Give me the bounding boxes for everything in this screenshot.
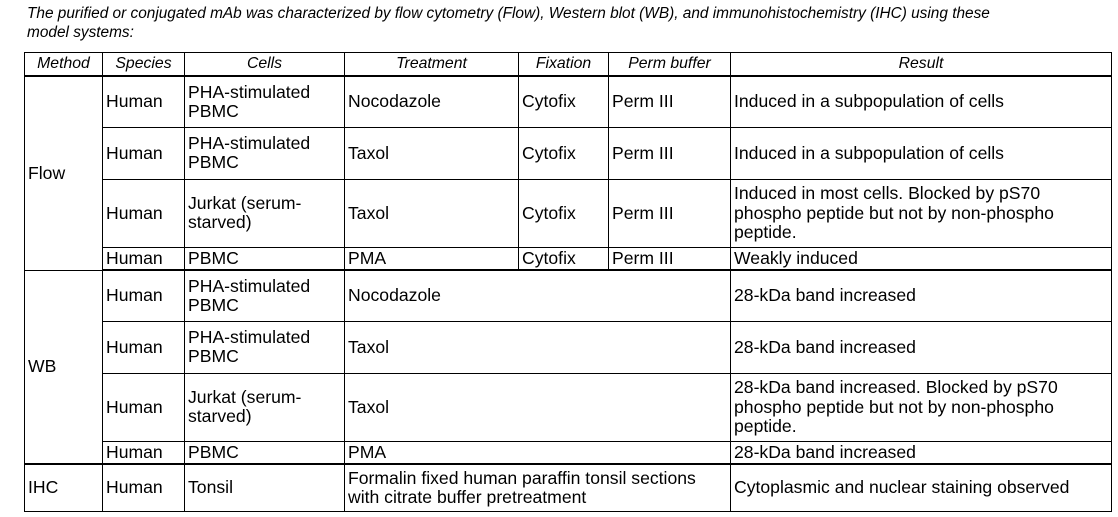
table-row	[25, 442, 1112, 465]
treatment-cell: PMA	[345, 442, 731, 465]
cells-cell: Jurkat (serum-starved)	[185, 373, 345, 442]
species-cell: Human	[103, 442, 185, 465]
treatment-cell: Taxol	[345, 128, 519, 179]
cells-cell: PHA-stimulated PBMC	[185, 128, 345, 179]
perm-cell: Perm III	[609, 128, 731, 179]
result-cell: Induced in most cells. Blocked by pS70 phospho peptide but not by non-phospho peptide.	[731, 179, 1112, 248]
fixation-cell: Cytofix	[519, 128, 609, 179]
characterization-table	[24, 52, 1112, 512]
cells-cell: Tonsil	[185, 464, 345, 511]
species-cell: Human	[103, 128, 185, 179]
cells-cell: PHA-stimulated PBMC	[185, 270, 345, 321]
table-caption: The purified or conjugated mAb was characterized by flow cytometry (Flow), Western blot (WB), and immunohistochemistry (IHC) using these model systems:	[27, 5, 990, 41]
cells-cell: PBMC	[185, 442, 345, 465]
species-cell: Human	[103, 373, 185, 442]
header-method: Method	[25, 53, 103, 77]
result-cell: 28-kDa band increased	[731, 322, 1112, 373]
fixation-cell: Cytofix	[519, 179, 609, 248]
species-cell: Human	[103, 322, 185, 373]
result-cell: 28-kDa band increased. Blocked by pS70 phospho peptide but not by non-phospho peptide.	[731, 373, 1112, 442]
table-row	[25, 248, 1112, 271]
species-cell: Human	[103, 179, 185, 248]
fixation-cell: Cytofix	[519, 248, 609, 271]
header-perm-buffer: Perm buffer	[609, 53, 731, 77]
header-fixation: Fixation	[519, 53, 609, 77]
result-cell: Induced in a subpopulation of cells	[731, 128, 1112, 179]
table-row	[25, 322, 1112, 373]
cells-cell: Jurkat (serum-starved)	[185, 179, 345, 248]
table-row	[25, 76, 1112, 127]
header-cells: Cells	[185, 53, 345, 77]
header-species: Species	[103, 53, 185, 77]
result-cell: Weakly induced	[731, 248, 1112, 271]
method-cell: WB	[25, 270, 103, 464]
species-cell: Human	[103, 270, 185, 321]
treatment-cell: Nocodazole	[345, 76, 519, 127]
treatment-cell: Nocodazole	[345, 270, 731, 321]
header-row	[25, 53, 1112, 77]
table-row	[25, 179, 1112, 248]
result-cell: Induced in a subpopulation of cells	[731, 76, 1112, 127]
result-cell: Cytoplasmic and nuclear staining observed	[731, 464, 1112, 511]
species-cell: Human	[103, 248, 185, 271]
treatment-cell: Taxol	[345, 179, 519, 248]
method-cell: IHC	[25, 464, 103, 511]
result-cell: 28-kDa band increased	[731, 270, 1112, 321]
treatment-cell: PMA	[345, 248, 519, 271]
header-result: Result	[731, 53, 1112, 77]
perm-cell: Perm III	[609, 248, 731, 271]
cells-cell: PHA-stimulated PBMC	[185, 76, 345, 127]
cells-cell: PHA-stimulated PBMC	[185, 322, 345, 373]
table-row	[25, 464, 1112, 511]
cells-cell: PBMC	[185, 248, 345, 271]
perm-cell: Perm III	[609, 179, 731, 248]
method-cell: Flow	[25, 76, 103, 270]
perm-cell: Perm III	[609, 76, 731, 127]
treatment-cell: Taxol	[345, 322, 731, 373]
species-cell: Human	[103, 464, 185, 511]
table-row	[25, 128, 1112, 179]
species-cell: Human	[103, 76, 185, 127]
table-row	[25, 373, 1112, 442]
table-row	[25, 270, 1112, 321]
header-treatment: Treatment	[345, 53, 519, 77]
treatment-cell: Taxol	[345, 373, 731, 442]
treatment-cell: Formalin fixed human paraffin tonsil sections with citrate buffer pretreatment	[345, 464, 731, 511]
fixation-cell: Cytofix	[519, 76, 609, 127]
result-cell: 28-kDa band increased	[731, 442, 1112, 465]
